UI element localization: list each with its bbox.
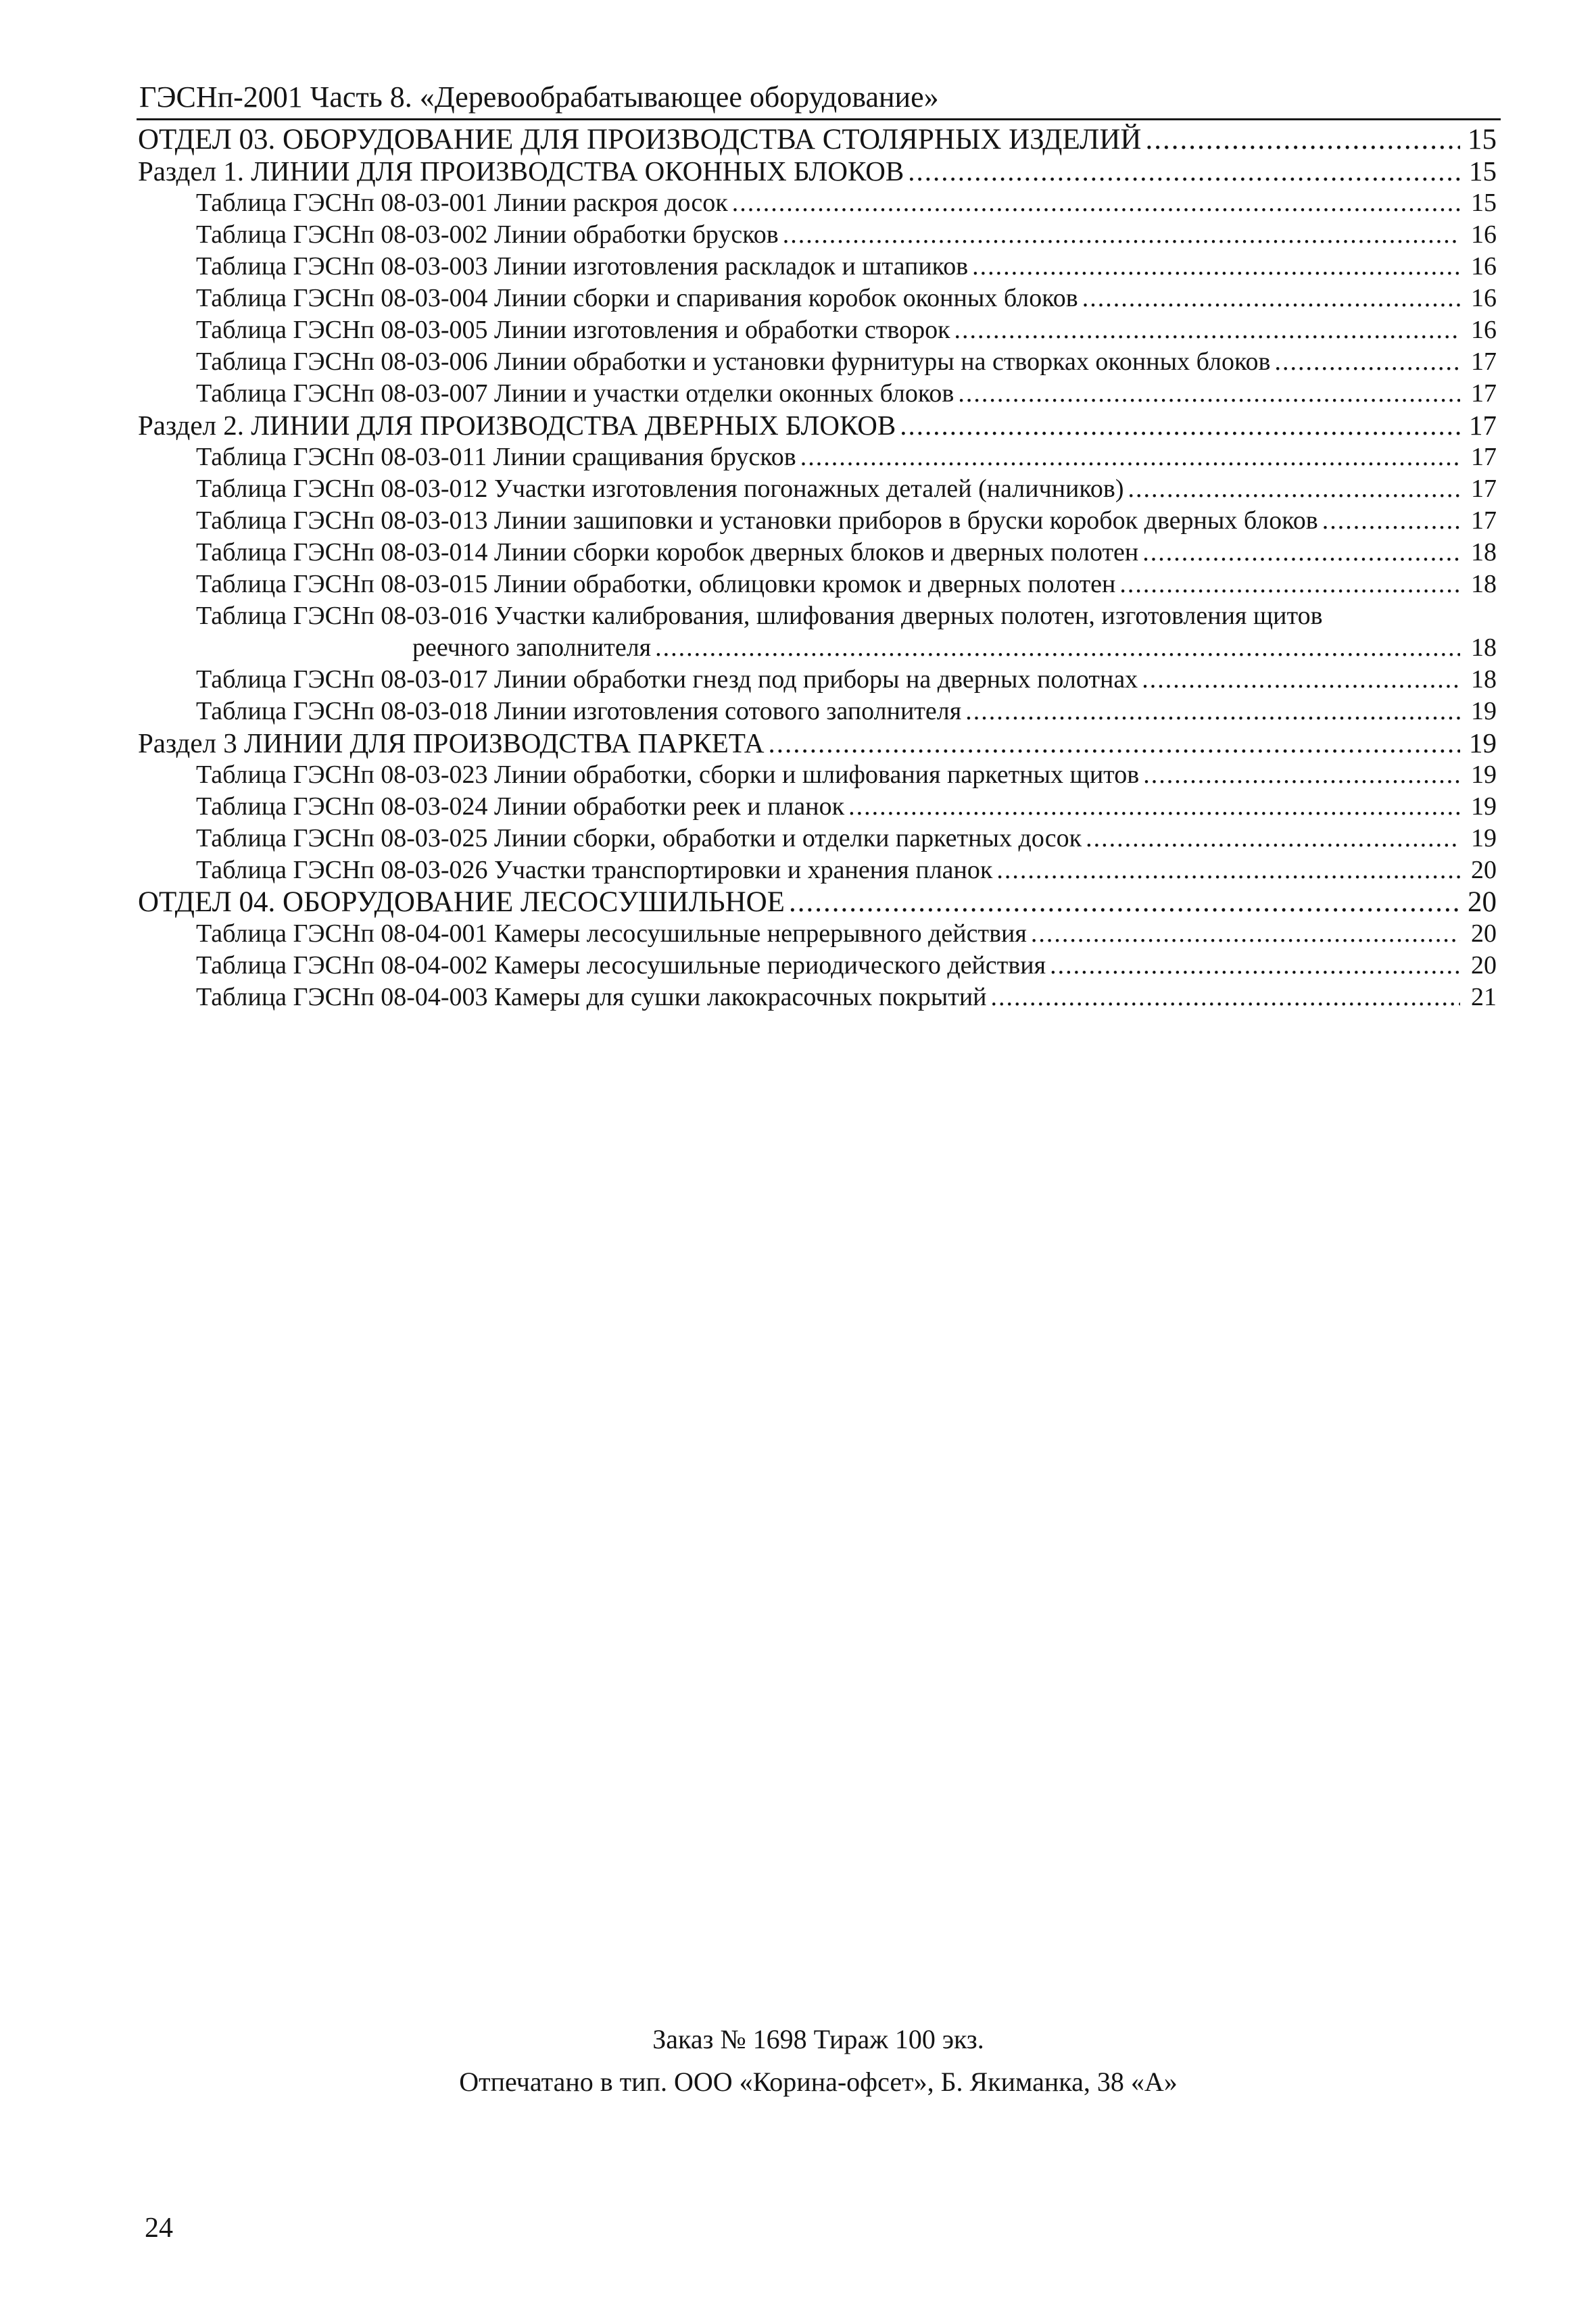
- toc-dot-leader: [991, 982, 1460, 1013]
- toc-entry[interactable]: [138, 950, 1497, 982]
- toc-entry-title: Раздел 3 ЛИНИИ ДЛЯ ПРОИЗВОДСТВА ПАРКЕТА: [138, 727, 765, 758]
- toc-entry-title: Таблица ГЭСНп 08-04-003 Камеры для сушки лакокрасочных покрытий: [196, 983, 987, 1011]
- toc-entry[interactable]: [138, 441, 1497, 473]
- toc-page-number: 18: [1471, 665, 1497, 694]
- toc-entry-title: Таблица ГЭСНп 08-04-001 Камеры лесосушильные непрерывного действия: [196, 919, 1027, 948]
- toc-entry[interactable]: [138, 219, 1497, 251]
- toc-page-number: 15: [1468, 124, 1497, 155]
- toc-page-number: 18: [1471, 538, 1497, 566]
- toc-entry-title-continued: реечного заполнителя: [412, 633, 652, 662]
- toc-entry[interactable]: [138, 378, 1497, 410]
- toc-entry-title: Таблица ГЭСНп 08-03-026 Участки транспортировки и хранения планок: [196, 856, 993, 884]
- toc-page-number: 16: [1471, 316, 1497, 344]
- toc-entry[interactable]: [138, 854, 1497, 886]
- toc-entry[interactable]: [138, 346, 1497, 378]
- toc-entry[interactable]: [138, 473, 1497, 505]
- toc-page-number: 16: [1471, 220, 1497, 249]
- running-header: ГЭСНп-2001 Часть 8. «Деревообрабатывающее оборудование»: [139, 80, 939, 114]
- toc-dot-leader: [800, 441, 1460, 473]
- toc-dot-leader: [732, 187, 1460, 219]
- toc-entry-title: ОТДЕЛ 03. ОБОРУДОВАНИЕ ДЛЯ ПРОИЗВОДСТВА СТОЛЯРНЫХ ИЗДЕЛИЙ: [138, 124, 1142, 155]
- toc-dot-leader: [789, 886, 1460, 918]
- page-number: 24: [145, 2213, 173, 2244]
- toc-entry-title: Таблица ГЭСНп 08-03-011 Линии сращивания брусков: [196, 443, 796, 471]
- toc-entry-title: Таблица ГЭСНп 08-03-016 Участки калибрования, шлифования дверных полотен, изготовления щитов: [196, 602, 1323, 630]
- toc-dot-leader: [1143, 759, 1460, 791]
- toc-entry[interactable]: [138, 187, 1497, 219]
- toc-entry[interactable]: [138, 314, 1497, 346]
- toc-page-number: 17: [1471, 347, 1497, 376]
- toc-dot-leader: [1050, 950, 1460, 982]
- toc-page-number: 16: [1471, 252, 1497, 281]
- toc-entry-title: Раздел 2. ЛИНИИ ДЛЯ ПРОИЗВОДСТВА ДВЕРНЫХ БЛОКОВ: [138, 410, 896, 441]
- toc-dot-leader: [900, 410, 1460, 441]
- imprint-printer: Отпечатано в тип. ООО «Корина-офсет», Б. Якиманка, 38 «А»: [459, 2067, 1178, 2097]
- toc-dot-leader: [908, 155, 1460, 187]
- header-rule: [137, 118, 1501, 120]
- toc-entry[interactable]: [138, 696, 1497, 727]
- toc-dot-leader: [768, 727, 1460, 759]
- toc-entry-title: Таблица ГЭСНп 08-03-012 Участки изготовления погонажных деталей (наличников): [196, 475, 1124, 503]
- toc-entry[interactable]: [138, 918, 1497, 950]
- toc-page-number: 17: [1471, 379, 1497, 408]
- toc-entry[interactable]: [138, 537, 1497, 569]
- toc-dot-leader: [958, 378, 1460, 410]
- toc-page-number: 19: [1469, 727, 1497, 758]
- toc-entry[interactable]: [138, 600, 1497, 664]
- toc-page-number: 19: [1471, 761, 1497, 789]
- toc-dot-leader: [848, 791, 1460, 823]
- toc-entry[interactable]: [138, 124, 1497, 155]
- toc-page-number: 15: [1469, 155, 1497, 187]
- toc-dot-leader: [1145, 124, 1460, 155]
- toc-entry[interactable]: [138, 569, 1497, 600]
- toc-entry-title: Таблица ГЭСНп 08-03-015 Линии обработки, облицовки кромок и дверных полотен: [196, 570, 1116, 598]
- toc-entry[interactable]: [138, 505, 1497, 537]
- toc-entry[interactable]: [138, 759, 1497, 791]
- toc-entry[interactable]: [138, 664, 1497, 696]
- toc-entry[interactable]: [138, 727, 1497, 759]
- toc-page-number: 15: [1471, 189, 1497, 217]
- toc-dot-leader: [783, 219, 1460, 251]
- toc-entry[interactable]: [138, 823, 1497, 854]
- toc-entry[interactable]: [138, 982, 1497, 1013]
- toc-entry-title: Раздел 1. ЛИНИИ ДЛЯ ПРОИЗВОДСТВА ОКОННЫХ БЛОКОВ: [138, 155, 904, 187]
- toc-dot-leader: [655, 632, 1460, 664]
- toc-dot-leader: [996, 854, 1460, 886]
- toc-entry-title: Таблица ГЭСНп 08-03-003 Линии изготовления раскладок и штапиков: [196, 252, 969, 281]
- table-of-contents: [138, 124, 1497, 1013]
- toc-entry-title: Таблица ГЭСНп 08-03-002 Линии обработки брусков: [196, 220, 779, 249]
- toc-entry-title: ОТДЕЛ 04. ОБОРУДОВАНИЕ ЛЕСОСУШИЛЬНОЕ: [138, 886, 785, 918]
- toc-page-number: 21: [1471, 983, 1497, 1011]
- toc-page-number: 18: [1471, 633, 1497, 662]
- toc-page-number: 20: [1471, 951, 1497, 980]
- toc-dot-leader: [1142, 537, 1460, 569]
- toc-entry[interactable]: [138, 283, 1497, 314]
- toc-entry-title: Таблица ГЭСНп 08-03-024 Линии обработки реек и планок: [196, 792, 845, 821]
- toc-dot-leader: [1082, 283, 1460, 314]
- toc-entry[interactable]: [138, 155, 1497, 187]
- toc-entry-title: Таблица ГЭСНп 08-03-004 Линии сборки и спаривания коробок оконных блоков: [196, 284, 1078, 312]
- toc-dot-leader: [1119, 569, 1460, 600]
- toc-entry[interactable]: [138, 410, 1497, 441]
- toc-entry-title: Таблица ГЭСНп 08-04-002 Камеры лесосушильные периодического действия: [196, 951, 1046, 980]
- toc-entry[interactable]: [138, 791, 1497, 823]
- toc-page-number: 16: [1471, 284, 1497, 312]
- toc-entry-title: Таблица ГЭСНп 08-03-023 Линии обработки, сборки и шлифования паркетных щитов: [196, 761, 1140, 789]
- toc-page-number: 17: [1471, 475, 1497, 503]
- toc-dot-leader: [1031, 918, 1460, 950]
- toc-dot-leader: [954, 314, 1460, 346]
- toc-page-number: 19: [1471, 824, 1497, 852]
- toc-entry-title: Таблица ГЭСНп 08-03-014 Линии сборки коробок дверных блоков и дверных полотен: [196, 538, 1139, 566]
- toc-entry[interactable]: [138, 886, 1497, 918]
- toc-dot-leader: [1274, 346, 1460, 378]
- toc-entry[interactable]: [138, 251, 1497, 283]
- toc-dot-leader: [1322, 505, 1460, 537]
- toc-page-number: 17: [1469, 410, 1497, 441]
- toc-entry-title: Таблица ГЭСНп 08-03-001 Линии раскроя досок: [196, 189, 728, 217]
- toc-dot-leader: [1086, 823, 1460, 854]
- toc-page-number: 20: [1471, 919, 1497, 948]
- toc-dot-leader: [1128, 473, 1460, 505]
- toc-page-number: 20: [1471, 856, 1497, 884]
- toc-page-number: 17: [1471, 443, 1497, 471]
- toc-page-number: 19: [1471, 792, 1497, 821]
- toc-entry-title: Таблица ГЭСНп 08-03-017 Линии обработки гнезд под приборы на дверных полотнах: [196, 665, 1138, 694]
- toc-page-number: 17: [1471, 506, 1497, 535]
- toc-entry-title: Таблица ГЭСНп 08-03-013 Линии зашиповки и установки приборов в бруски коробок дверных блоков: [196, 506, 1318, 535]
- toc-dot-leader: [1142, 664, 1460, 696]
- toc-page-number: 18: [1471, 570, 1497, 598]
- toc-page-number: 20: [1468, 886, 1497, 918]
- toc-entry-title: Таблица ГЭСНп 08-03-006 Линии обработки и установки фурнитуры на створках оконных блоков: [196, 347, 1271, 376]
- toc-dot-leader: [972, 251, 1460, 283]
- toc-entry-title: Таблица ГЭСНп 08-03-025 Линии сборки, обработки и отделки паркетных досок: [196, 824, 1082, 852]
- toc-entry-continuation: [196, 632, 1497, 664]
- imprint-order: Заказ № 1698 Тираж 100 экз.: [652, 2024, 984, 2054]
- toc-entry-title: Таблица ГЭСНп 08-03-007 Линии и участки отделки оконных блоков: [196, 379, 954, 408]
- toc-page-number: 19: [1471, 697, 1497, 725]
- toc-entry-title: Таблица ГЭСНп 08-03-018 Линии изготовления сотового заполнителя: [196, 697, 962, 725]
- toc-entry-title: Таблица ГЭСНп 08-03-005 Линии изготовления и обработки створок: [196, 316, 950, 344]
- toc-dot-leader: [965, 696, 1460, 727]
